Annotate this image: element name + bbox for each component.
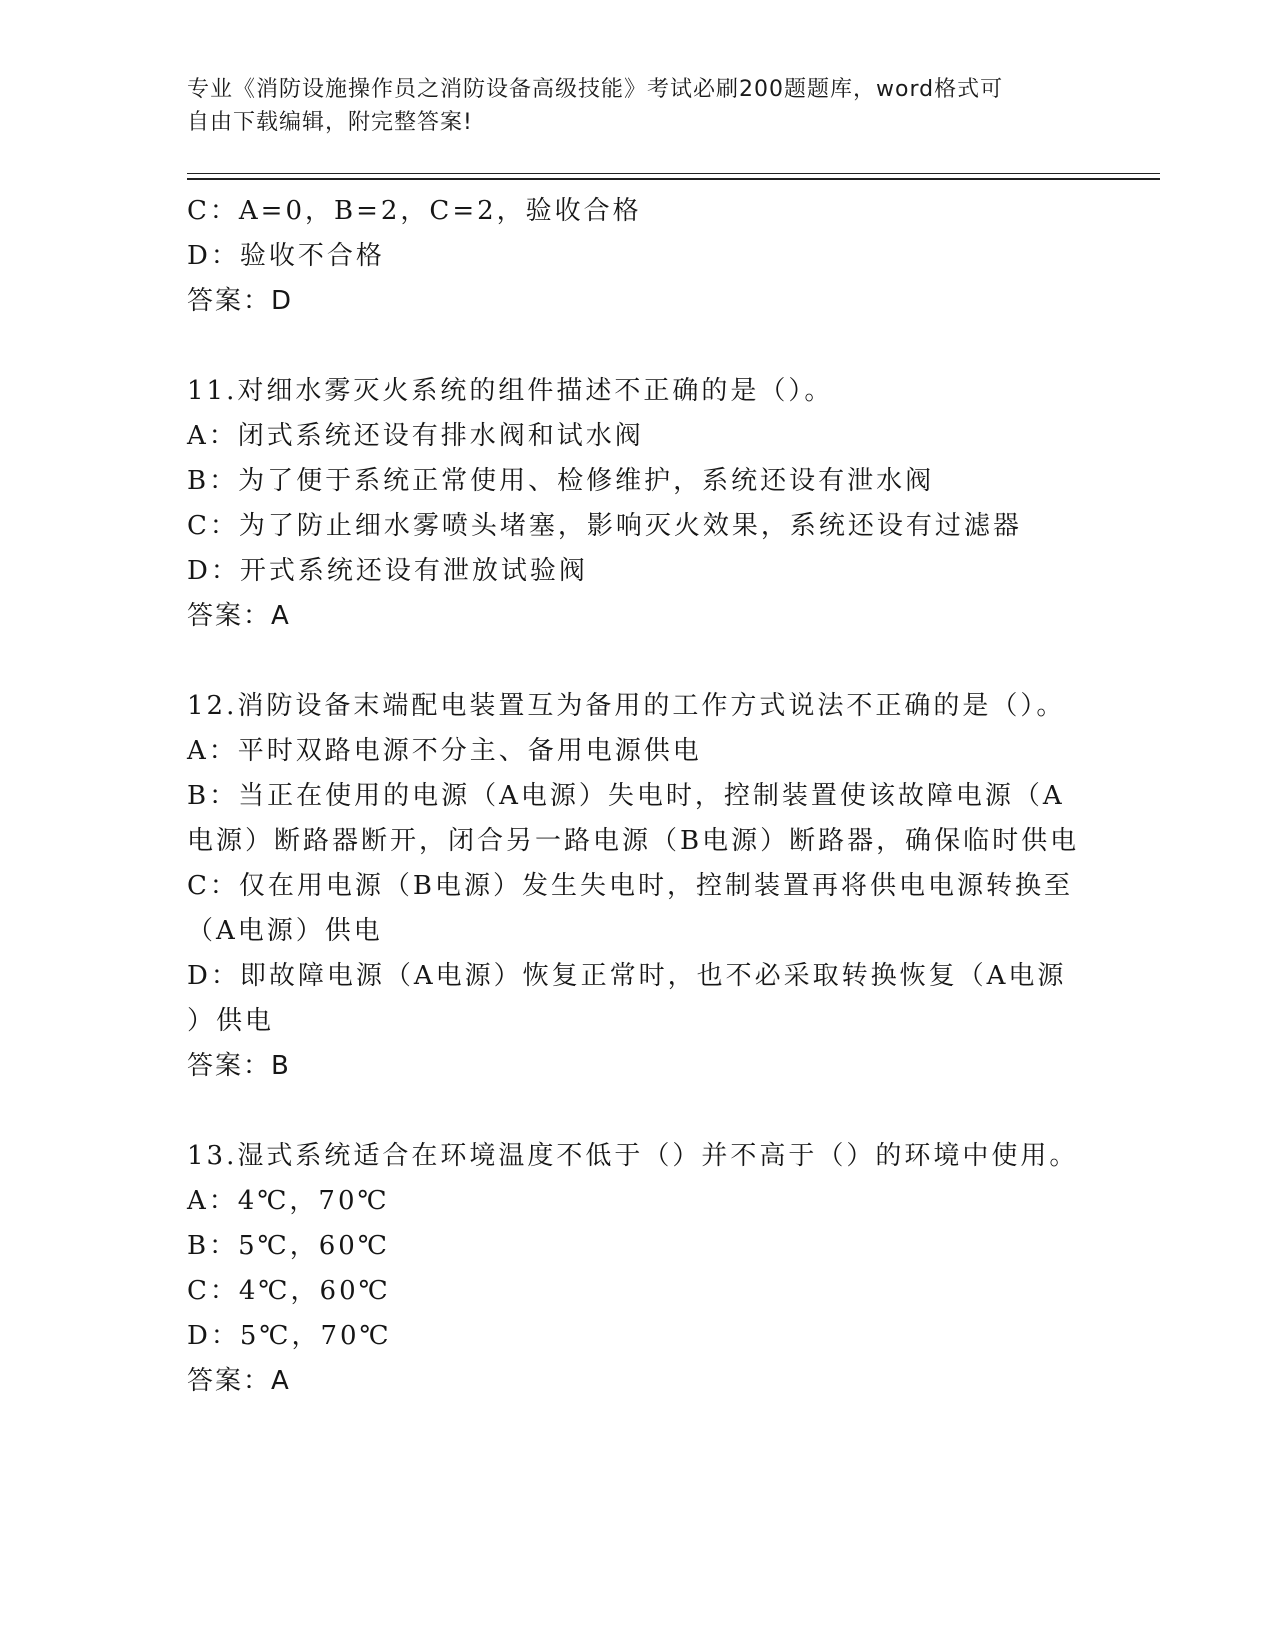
q12-stem: 12.消防设备末端配电装置互为备用的工作方式说法不正确的是（）。 — [187, 691, 1066, 721]
q13-option-a: A：4℃，70℃ — [187, 1186, 390, 1216]
q13-option-c: C：4℃，60℃ — [187, 1276, 391, 1306]
q13-option-d: D：5℃，70℃ — [187, 1321, 392, 1351]
q12-option-c-line1: C：仅在用电源（B电源）发生失电时，控制装置再将供电电源转换至 — [187, 871, 1074, 901]
document-header — [187, 73, 1087, 139]
q13-answer: 答案：A — [187, 1366, 291, 1396]
prev-option-d: D：验收不合格 — [187, 241, 385, 271]
header-line-1: 专业《消防设施操作员之消防设备高级技能》考试必刷200题题库，word格式可 — [187, 77, 1004, 102]
q11-option-b: B：为了便于系统正常使用、检修维护，系统还设有泄水阀 — [187, 466, 935, 496]
q12-option-a: A：平时双路电源不分主、备用电源供电 — [187, 736, 702, 766]
q12-option-d-line2: ）供电 — [187, 1006, 275, 1036]
header-line-2: 自由下载编辑，附完整答案! — [187, 110, 473, 135]
q13-option-b: B：5℃，60℃ — [187, 1231, 390, 1261]
q11-option-a: A：闭式系统还设有排水阀和试水阀 — [187, 421, 644, 451]
header-rule-top — [187, 173, 1160, 174]
q11-option-d: D：开式系统还设有泄放试验阀 — [187, 556, 588, 586]
header-rule-bottom — [187, 178, 1160, 180]
prev-option-c: C：A=0，B=2，C=2，验收合格 — [187, 196, 642, 226]
q13-stem: 13.湿式系统适合在环境温度不低于（）并不高于（）的环境中使用。 — [187, 1141, 1079, 1171]
q12-option-d-line1: D：即故障电源（A电源）恢复正常时，也不必采取转换恢复（A电源 — [187, 961, 1067, 991]
prev-answer: 答案：D — [187, 286, 294, 316]
q11-answer: 答案：A — [187, 601, 291, 631]
q12-answer: 答案：B — [187, 1051, 291, 1081]
q12-option-b-line2: 电源）断路器断开，闭合另一路电源（B电源）断路器，确保临时供电 — [187, 826, 1080, 856]
q11-stem: 11.对细水雾灭火系统的组件描述不正确的是（）。 — [187, 376, 834, 406]
q11-option-c: C：为了防止细水雾喷头堵塞，影响灭火效果，系统还设有过滤器 — [187, 511, 1022, 541]
q12-option-b-line1: B：当正在使用的电源（A电源）失电时，控制装置使该故障电源（A — [187, 781, 1065, 811]
q12-option-c-line2: （A电源）供电 — [187, 916, 383, 946]
